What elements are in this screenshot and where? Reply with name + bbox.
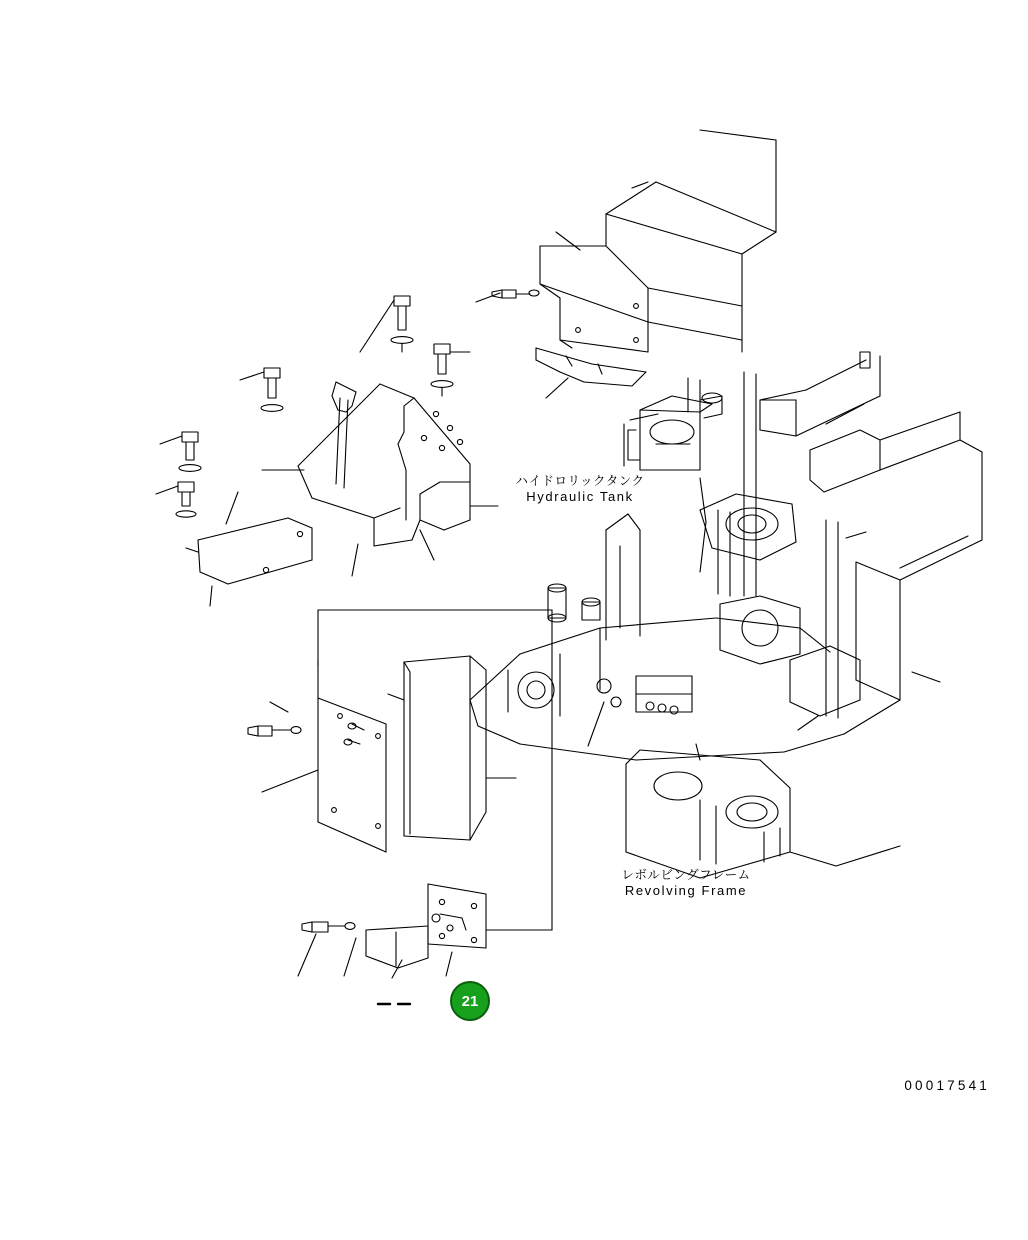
label-hydraulic-tank-jp: ハイドロリックタンク [515,474,645,488]
callout-marker-21-number: 21 [461,992,479,1010]
label-revolving-frame-en: Revolving Frame [624,883,748,899]
label-revolving-frame-jp: レボルビングフレーム [621,868,751,882]
callout-marker-21[interactable] [450,981,490,1021]
drawing-number: 00017541 [904,1078,990,1093]
label-hydraulic-tank-en: Hydraulic Tank [526,489,634,505]
